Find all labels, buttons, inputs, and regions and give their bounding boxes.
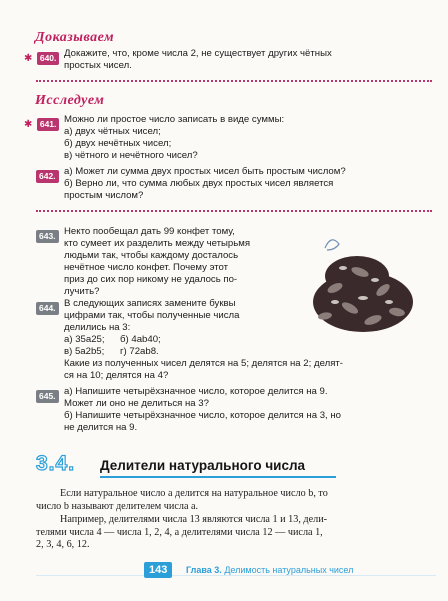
example-paragraph [36, 514, 436, 552]
text-line: В следующих записях замените буквы [64, 298, 236, 309]
chapter-footer [186, 565, 353, 575]
text-line: не делится на 9. [64, 422, 138, 433]
option: в) 5a2b5; [64, 346, 105, 357]
explore-heading: Исследуем [35, 93, 105, 108]
exercise-640 [24, 48, 59, 66]
text-line: приз до сих пор никому не удалось по- [64, 274, 238, 285]
section-underline [100, 476, 336, 478]
text-line: в) чётного и нечётного чисел? [64, 150, 198, 161]
exercise-642-text [64, 166, 434, 202]
exercise-644-text [64, 298, 304, 334]
text-line: Некто пообещал дать 99 конфет тому, [64, 226, 235, 237]
exercise-number: 640. [37, 52, 60, 65]
exercise-number: 644. [36, 302, 59, 315]
text-line: Можно ли простое число записать в виде суммы: [64, 114, 285, 125]
exercise-644-options [64, 334, 161, 358]
exercise-643 [36, 226, 59, 244]
exercise-number: 645. [36, 390, 59, 403]
text-line: Например, делителями числа 13 являются числа 1 и 13, дели- [60, 514, 328, 525]
prove-heading: Доказываем [35, 30, 115, 45]
text-line: кто сумеет их разделить между четырьмя [64, 238, 251, 249]
text-line: делились на 3: [64, 322, 131, 333]
text-line: лучить? [64, 286, 100, 297]
text-line: простым числом? [64, 190, 144, 201]
star-icon: ✱ [24, 119, 33, 130]
exercise-number: 641. [37, 118, 60, 131]
exercise-645 [36, 386, 59, 404]
exercise-641-text [64, 114, 434, 162]
text-line: ся на 10; делятся на 4? [64, 370, 169, 381]
text-line: нечётное число конфет. Почему этот [64, 262, 229, 273]
section-number: 3.4. [36, 452, 76, 475]
text-line: цифрами так, чтобы полученные числа [64, 310, 240, 321]
footer-rule [36, 575, 436, 576]
exercise-number: 643. [36, 230, 59, 243]
chapter-label: Глава 3. [186, 565, 222, 575]
text-line: число b называют делителем числа a. [36, 500, 199, 512]
text-line: Если натуральное число a делится на натуральное число b, то [60, 488, 328, 499]
text-line: б) двух нечётных чисел; [64, 138, 172, 149]
text-line: б) Напишите четырёхзначное число, которое делится на 3, но [64, 410, 341, 421]
exercise-640-text [64, 48, 434, 72]
option: а) 35a25; [64, 334, 105, 345]
section-title: Делители натурального числа [100, 458, 306, 473]
exercise-644-question [64, 358, 434, 382]
page-number: 143 [144, 562, 172, 578]
text-line: 2, 3, 4, 6, 12. [36, 539, 90, 550]
chapter-title: Делимость натуральных чисел [224, 565, 354, 575]
text-line: а) двух чётных чисел; [64, 126, 161, 137]
option: б) 4ab40; [120, 334, 161, 345]
candy-pile-illustration [305, 228, 423, 340]
exercise-644 [36, 298, 59, 316]
text-line: Докажите, что, кроме числа 2, не существует других чётных [64, 48, 332, 59]
star-icon: ✱ [24, 53, 33, 64]
text-line: людьми так, чтобы каждому досталось [64, 250, 239, 261]
text-line: простых чисел. [64, 60, 132, 71]
text-line: а) Напишите четырёхзначное число, которое делится на 9. [64, 386, 328, 397]
option: г) 72ab8. [120, 346, 159, 357]
definition-paragraph [36, 488, 436, 513]
exercise-643-text [64, 226, 304, 298]
exercise-642 [36, 166, 59, 184]
divider [36, 80, 432, 82]
text-line: а) Может ли сумма двух простых чисел быть простым числом? [64, 166, 346, 177]
text-line: б) Верно ли, что сумма любых двух простых чисел является [64, 178, 334, 189]
exercise-641 [24, 114, 59, 132]
text-line: Какие из полученных чисел делятся на 5; делятся на 2; делят- [64, 358, 343, 369]
text-line: телями числа 4 — числа 1, 2, 4, а делителями числа 12 — числа 1, [36, 526, 323, 538]
text-line: Может ли оно не делиться на 3? [64, 398, 209, 409]
divider [36, 210, 432, 212]
exercise-645-text [64, 386, 436, 434]
exercise-number: 642. [36, 170, 59, 183]
